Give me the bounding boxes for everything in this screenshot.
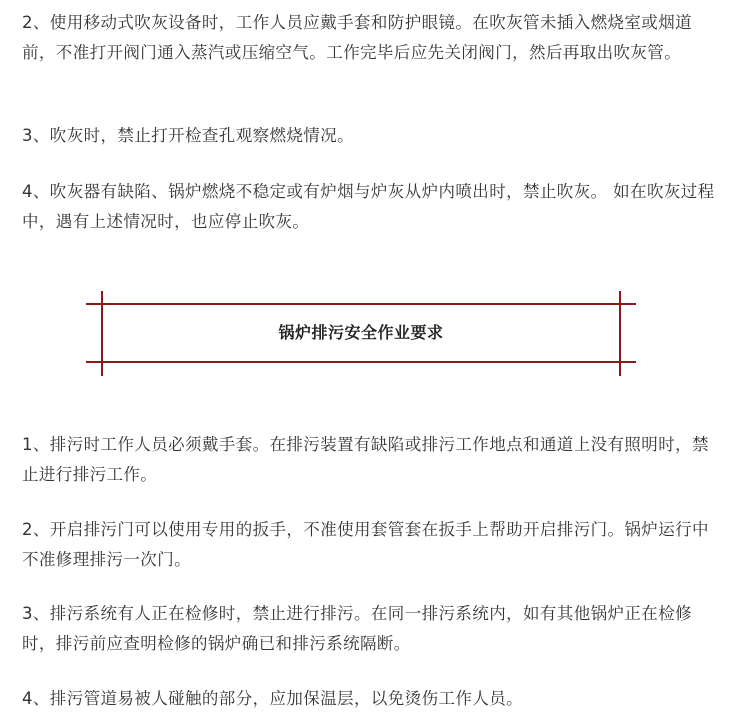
blowdown-rule-1: 1、排污时工作人员必须戴手套。在排污装置有缺陷或排污工作地点和通道上没有照明时，禁止进行排污工作。 bbox=[22, 435, 709, 484]
soot-blowing-rule-4: 4、吹灰器有缺陷、锅炉燃烧不稳定或有炉烟与炉灰从炉内喷出时，禁止吹灰。 如在吹灰过程中，遇有上述情况时，也应停止吹灰。 bbox=[22, 182, 715, 231]
frame-line-bottom bbox=[86, 361, 636, 363]
blowdown-rule-4: 4、排污管道易被人碰触的部分，应加保温层，以免烫伤工作人员。 bbox=[22, 689, 523, 708]
section-title: 锅炉排污安全作业要求 bbox=[278, 323, 444, 342]
blowdown-rule-2: 2、开启排污门可以使用专用的扳手，不准使用套管套在扳手上帮助开启排污门。锅炉运行中不准修理排污一次门。 bbox=[22, 520, 709, 569]
frame-line-top bbox=[86, 303, 636, 305]
soot-blowing-rule-3: 3、吹灰时，禁止打开检查孔观察燃烧情况。 bbox=[22, 126, 354, 145]
blowdown-rule-3: 3、排污系统有人正在检修时，禁止进行排污。在同一排污系统内，如有其他锅炉正在检修时，排污前应查明检修的锅炉确已和排污系统隔断。 bbox=[22, 604, 692, 653]
soot-blowing-rule-2: 2、使用移动式吹灰设备时，工作人员应戴手套和防护眼镜。在吹灰管未插入燃烧室或烟道前，不准打开阀门通入蒸汽或压缩空气。工作完毕后应先关闭阀门，然后再取出吹灰管。 bbox=[22, 13, 692, 62]
section-heading-frame bbox=[86, 291, 636, 376]
